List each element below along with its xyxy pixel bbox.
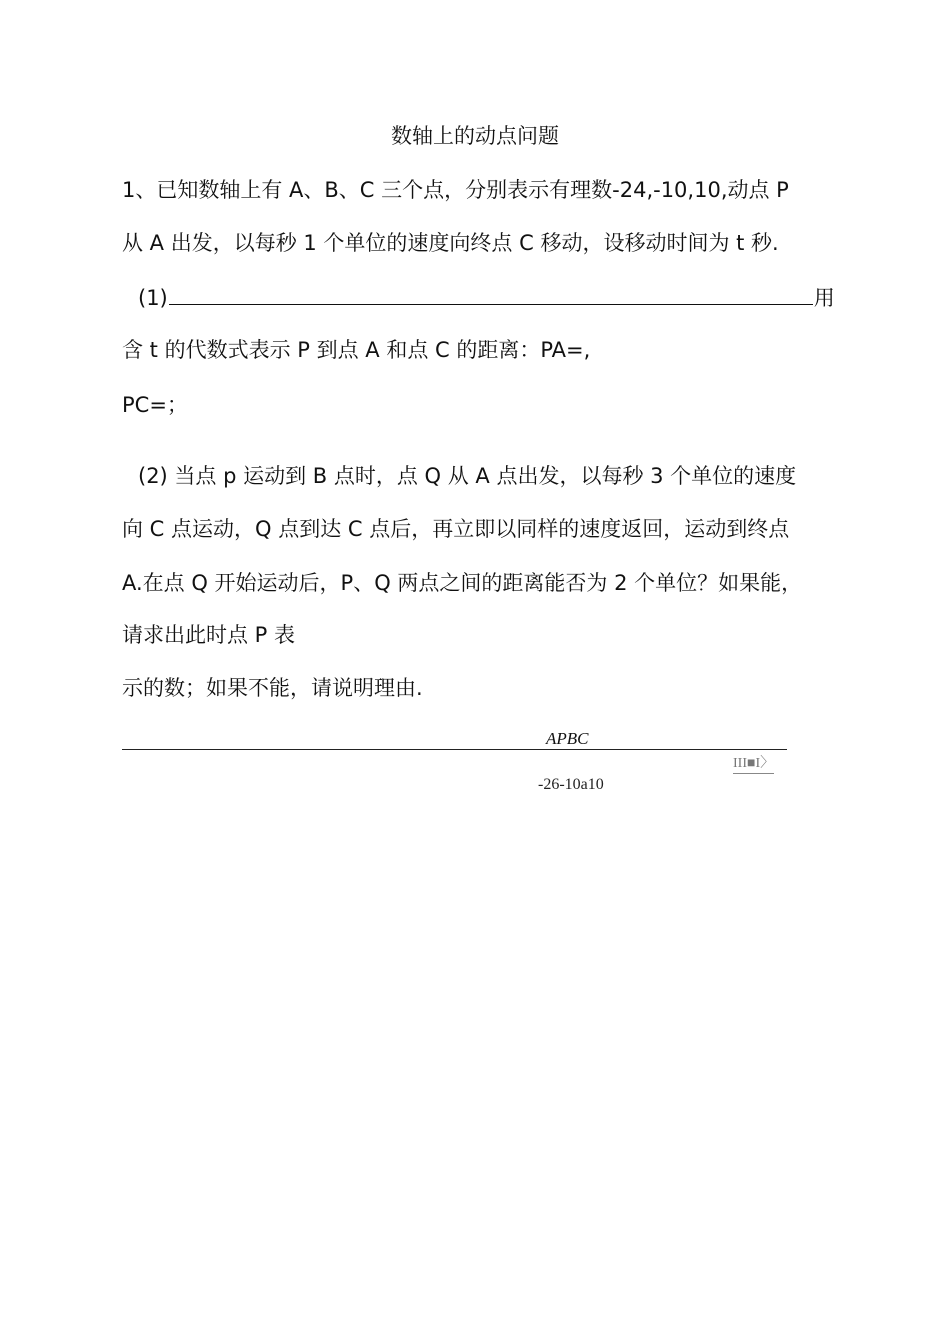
part1-tail: 用 xyxy=(813,286,835,310)
number-line xyxy=(122,749,787,750)
part2-line-5: 示的数；如果不能，请说明理由. xyxy=(122,676,423,700)
part1-line xyxy=(138,282,835,313)
problem-line-2: 从 A 出发，以每秒 1 个单位的速度向终点 C 移动，设移动时间为 t 秒. xyxy=(122,231,779,255)
part2-line-4: 请求出此时点 P 表 xyxy=(122,623,296,647)
part1-line-2: 含 t 的代数式表示 P 到点 A 和点 C 的距离：PA=, xyxy=(122,338,591,362)
number-line-ticks: III■I〉 xyxy=(733,755,774,774)
part2-line-1: (2) 当点 p 运动到 B 点时，点 Q 从 A 点出发，以每秒 3 个单位的速度 xyxy=(138,464,797,488)
part1-line-3: PC=； xyxy=(122,393,188,417)
part2-line-2: 向 C 点运动，Q 点到达 C 点后，再立即以同样的速度返回，运动到终点 xyxy=(122,517,790,541)
page-title: 数轴上的动点问题 xyxy=(391,124,559,148)
answer-blank[interactable] xyxy=(169,282,813,305)
problem-line-1: 1、已知数轴上有 A、B、C 三个点，分别表示有理数-24,-10,10,动点 P xyxy=(122,178,789,202)
part1-label: (1) xyxy=(138,286,168,310)
number-line-point-labels: APBC xyxy=(546,729,589,748)
part2-line-3: A.在点 Q 开始运动后，P、Q 两点之间的距离能否为 2 个单位？如果能， xyxy=(122,571,803,595)
number-line-values: -26-10a10 xyxy=(538,776,604,793)
